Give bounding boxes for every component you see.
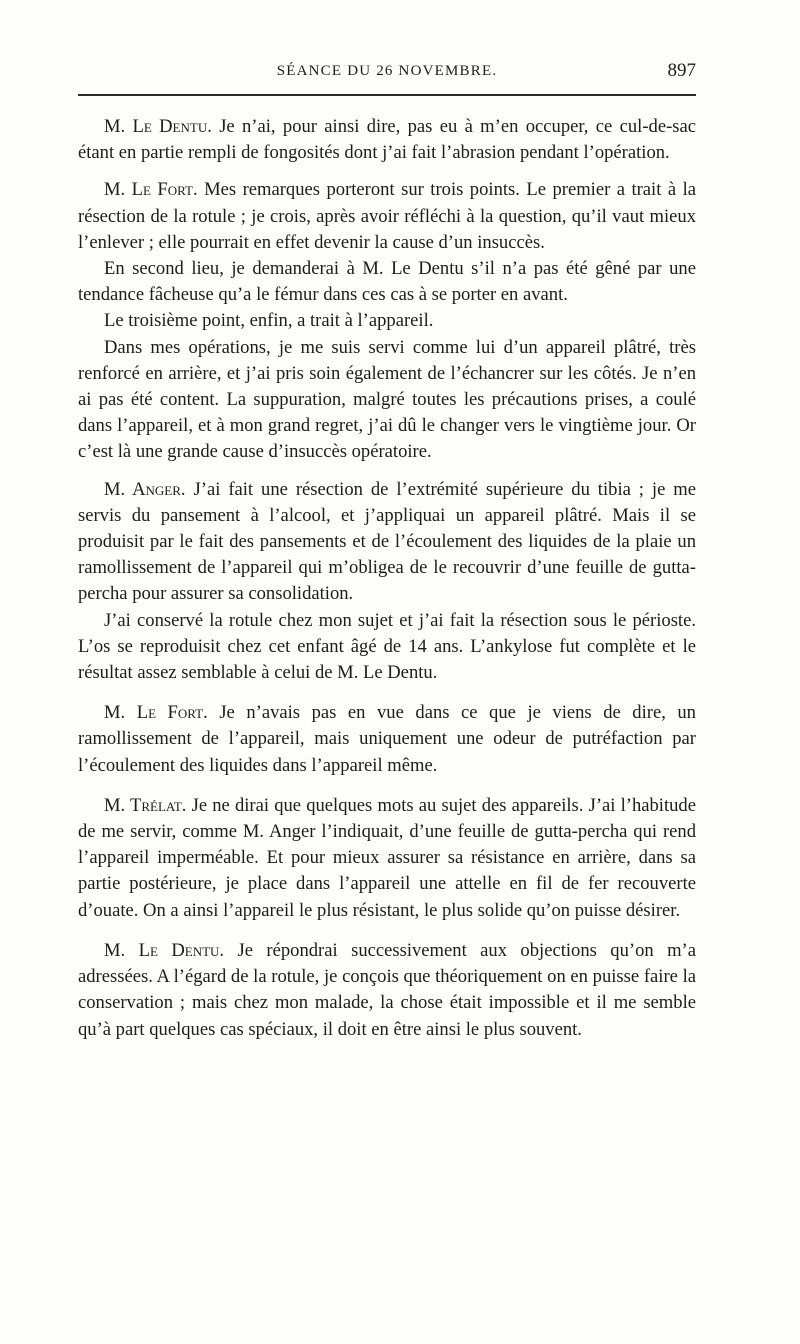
speaker-name: M. Le Dentu. bbox=[104, 939, 225, 961]
paragraph bbox=[78, 477, 696, 608]
paragraph-text: Je répondrai successivement aux objections qu’on m’a adressées. A l’égard de la rotule, je conçois que théoriquement on en puisse faire la conservation ; mais chez mon malade, la chose était impossible et il me semble qu’à part quelques cas spéciaux, il doit en être ainsi le plus souvent. bbox=[78, 939, 696, 1040]
paragraph bbox=[78, 608, 696, 687]
paragraph-text: Le troisième point, enfin, a trait à l’appareil. bbox=[104, 310, 434, 332]
paragraph bbox=[78, 938, 696, 1043]
speaker-name: M. Le Dentu. bbox=[104, 116, 212, 137]
paragraph-text: Mes remarques porteront sur trois points. Le premier a trait à la résection de la rotule ; je crois, après avoir réfléchi à la question, qu’il vaut mieux l’enlever ; elle pourrait en effet devenir la cause d’un insuccès. bbox=[78, 179, 696, 253]
speaker-name: M. Le Fort. bbox=[104, 179, 198, 201]
page-number: 897 bbox=[667, 60, 696, 81]
running-head bbox=[78, 60, 696, 90]
speaker-name: M. Trélat. bbox=[104, 794, 187, 816]
paragraph bbox=[78, 335, 696, 466]
paragraph bbox=[78, 177, 696, 256]
paragraph-text: Je ne dirai que quelques mots au sujet des appareils. J’ai l’habitude de me servir, comme M. Anger l’indiquait, d’une feuille de gutta-percha qui rend l’appareil imperméable. Et pour mieux assurer sa résistance en arrière, dans sa partie postérieure, je place dans l’appareil une attelle en fil de fer recouverte d’ouate. On a ainsi l’appareil le plus résistant, le plus solide qu’on puisse désirer. bbox=[78, 794, 696, 921]
paragraph-text: Dans mes opérations, je me suis servi comme lui d’un appareil plâtré, très renforcé en arrière, et j’ai pris soin également de l’échancrer sur les côtés. Je n’en ai pas été content. La suppuration, malgré toutes les précautions prises, a coulé dans l’appareil, et à mon grand regret, j’ai dû le changer vers le vingtième jour. Or c’est là une grande cause d’insuccès opératoire. bbox=[78, 336, 696, 463]
paragraph-text: Je n’ai, pour ainsi dire, pas eu à m’en occuper, ce cul-de-sac étant en partie rempli de fongosités dont j’ai fait l’abrasion pendant l’opération. bbox=[78, 116, 697, 164]
body-text bbox=[78, 114, 696, 1043]
paragraph bbox=[78, 700, 696, 779]
paragraph bbox=[78, 793, 696, 924]
speaker-name: M. Le Fort. bbox=[104, 702, 208, 724]
header-rule bbox=[78, 94, 696, 96]
paragraph-text: J’ai fait une résection de l’extrémité supérieure du tibia ; je me servis du pansement à l’alcool, et j’appliquai un appareil plâtré. Mais il se produisit par le fait des pansements et de l’écoulement des liquides de la plaie un ramollissement de l’appareil qui m’obligea de le recouvrir d’une feuille de gutta-percha pour assurer sa consolidation. bbox=[78, 478, 696, 605]
paragraph bbox=[78, 114, 696, 166]
running-title: SÉANCE DU 26 NOVEMBRE. bbox=[276, 63, 498, 79]
paragraph bbox=[78, 308, 696, 334]
speaker-name: M. Anger. bbox=[104, 478, 186, 500]
paragraph-text: J’ai conservé la rotule chez mon sujet et j’ai fait la résection sous le périoste. L’os se reproduisit chez cet enfant âgé de 14 ans. L’ankylose fut complète et le résultat assez semblable à celui de M. Le Dentu. bbox=[78, 609, 696, 684]
document-page bbox=[78, 0, 696, 1344]
paragraph bbox=[78, 256, 696, 308]
paragraph-text: En second lieu, je demanderai à M. Le Dentu s’il n’a pas été gêné par une tendance fâcheuse qu’a le fémur dans ces cas à se porter en avant. bbox=[78, 258, 696, 306]
paragraph-text: Je n’avais pas en vue dans ce que je viens de dire, un ramollissement de l’appareil, mais uniquement une odeur de putréfaction par l’écoulement des liquides dans l’appareil même. bbox=[78, 702, 696, 776]
